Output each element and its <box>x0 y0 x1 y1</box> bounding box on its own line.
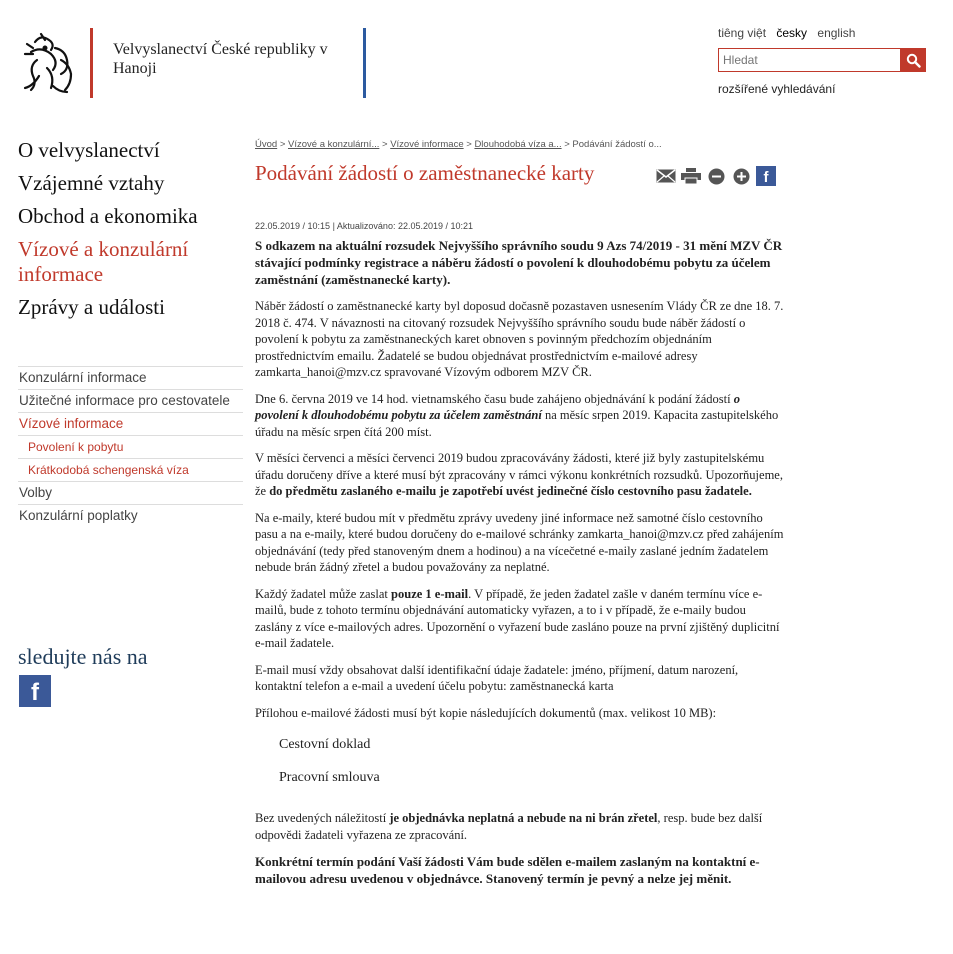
subnav-item-traveller-info[interactable]: Užitečné informace pro cestovatele <box>18 389 243 412</box>
nav-item-news[interactable]: Zprávy a události <box>18 295 165 319</box>
text-larger-icon[interactable] <box>731 166 751 186</box>
article-tools <box>656 166 776 186</box>
nav-item-relations[interactable]: Vzájemné vztahy <box>18 171 165 195</box>
follow-us-label: sledujte nás na <box>18 644 148 669</box>
nav-item-trade[interactable]: Obchod a ekonomika <box>18 204 198 228</box>
article-paragraph: V měsíci červenci a měsíci červenci 2019 budou zpracovávány žádosti, které již byly zastupitelskému úřadu doručeny dříve a které musí být zpracovány v rámci výkonu konkrétních rozsudků. Upozorňujeme, že do předmětu zaslaného e-mailu je zapotřebí uvést jedinečné číslo cestovního pasu žadatele. <box>255 451 783 498</box>
subnav-item-residence-permit[interactable]: Povolení k pobytu <box>18 435 243 458</box>
facebook-share-icon[interactable]: f <box>756 166 776 186</box>
article-body <box>255 237 785 897</box>
site-name[interactable]: Velvyslanectví České republiky v Hanoji <box>113 41 328 77</box>
list-item: Cestovní doklad <box>279 737 371 752</box>
advanced-search-link[interactable]: rozšířené vyhledávání <box>718 82 836 96</box>
nav-item-visa-consular[interactable]: Vízové a konzulární informace <box>18 237 189 286</box>
breadcrumb-current: Podávání žádostí o... <box>572 139 662 150</box>
lang-vietnamese[interactable]: tiêng việt <box>718 26 767 40</box>
breadcrumb: Úvod > Vízové a konzulární... > Vízové informace > Dlouhodobá víza a... > Podávání žádostí o... <box>255 139 662 150</box>
nav-item-embassy[interactable]: O velvyslanectví <box>18 138 160 162</box>
breadcrumb-visa-consular[interactable]: Vízové a konzulární... <box>288 139 380 150</box>
email-icon[interactable] <box>656 166 676 186</box>
article-paragraph: Bez uvedených náležitostí je objednávka neplatná a nebude na ni brán zřetel, resp. bude bez další odpovědi žadateli vyřazena ze zpracování. <box>255 811 763 842</box>
search-icon <box>906 53 921 68</box>
breadcrumb-home[interactable]: Úvod <box>255 139 278 150</box>
language-switcher <box>718 26 862 40</box>
article-paragraph: Na e-maily, které budou mít v předmětu zprávy uvedeny jiné informace než samotné číslo cestovního pasu a na e-maily, které budou doručeny do e-mailové schránky zamkarta_hanoi@mzv.cz před zahájením objednávání (tedy před stanoveným dnem a hodinou) a na vícečetné e-maily zaslané jedním žadatelem nebude brán žádný zřetel a budou považovány za neplatné. <box>255 510 784 574</box>
subnav-item-fees[interactable]: Konzulární poplatky <box>18 504 243 527</box>
article-paragraph: Dne 6. června 2019 ve 14 hod. vietnamského času bude zahájeno objednávání k podání žádostí o povolení k dlouhodobému pobytu za účelem zaměstnání na měsíc srpen 2019. Kapacita zastupitelského úřadu na měsíc srpen čítá 200 míst. <box>255 391 779 439</box>
accent-bar-red <box>90 28 93 98</box>
article-closing: Konkrétní termín podání Vaší žádosti Vám bude sdělen e-mailem zaslaným na kontaktní e-mailovou adresu uvedenou v objednávce. Stanovený termín je pevný a nelze jej měnit. <box>255 854 760 886</box>
subnav-item-schengen-visa[interactable]: Krátkodobá schengenská víza <box>18 458 243 481</box>
list-item: Pracovní smlouva <box>279 769 380 785</box>
page-title: Podávání žádostí o zaměstnanecké karty <box>255 161 595 185</box>
search-input[interactable] <box>718 48 901 72</box>
publish-date: 22.05.2019 / 10:15 | Aktualizováno: 22.05.2019 / 10:21 <box>255 221 474 231</box>
coat-of-arms-logo[interactable] <box>17 30 79 98</box>
subnav-item-consular-info[interactable]: Konzulární informace <box>18 366 243 389</box>
article-paragraph: Každý žadatel může zaslat pouze 1 e-mail. V případě, že jeden žadatel zašle v daném termínu více e-mailů, bude z tohoto termínu objednávání automaticky vyřazen, a to i v případě, že e-maily budou zaslány z více e-mailových adres. Upozornění o vyřazení bude zasláno pouze na první zjištěný duplicitní e-mail žadatele. <box>255 586 780 650</box>
facebook-icon[interactable]: f <box>19 675 51 707</box>
breadcrumb-visa-info[interactable]: Vízové informace <box>390 139 464 150</box>
accent-bar-blue <box>363 28 366 98</box>
print-icon[interactable] <box>681 166 701 186</box>
sub-nav <box>18 366 243 527</box>
lang-czech[interactable]: česky <box>776 26 808 40</box>
main-nav <box>18 138 238 328</box>
article-paragraph: Přílohou e-mailové žádosti musí být kopie následujících dokumentů (max. velikost 10 MB): <box>255 705 717 720</box>
text-smaller-icon[interactable] <box>706 166 726 186</box>
lang-english[interactable]: english <box>817 26 856 40</box>
article-lead: S odkazem na aktuální rozsudek Nejvyššího správního soudu 9 Azs 74/2019 - 31 mění MZV ČR stávající podmínky registrace a náběru žádostí o povolení k dlouhodobému pobytu za účelem zaměstnání (zaměstnanecké karty). <box>255 238 783 287</box>
breadcrumb-long-term-visa[interactable]: Dlouhodobá víza a... <box>474 139 562 150</box>
article-paragraph: Náběr žádostí o zaměstnanecké karty byl doposud dočasně pozastaven usnesením Vlády ČR ze dne 18. 7. 2018 č. 474. V návaznosti na citovaný rozsudek Nejvyššího správního soudu bude náběr žádostí o povolení k pobytu za zaměstnaneckých karet obnoven s povinným předchozím objednáním prostřednictvím emailu. Žadatelé se budou objednávat prostřednictvím e-mailové adresy zamkarta_hanoi@mzv.cz spravované Vízovým odborem MZV ČR. <box>255 299 784 379</box>
subnav-item-elections[interactable]: Volby <box>18 481 243 504</box>
search-button[interactable] <box>901 48 926 72</box>
article-paragraph: E-mail musí vždy obsahovat další identifikační údaje žadatele: jméno, příjmení, datum narození, kontaktní telefon a e-mail a uvedení účelu pobytu: zaměstnanecká karta <box>255 662 739 693</box>
subnav-item-visa-info[interactable]: Vízové informace <box>18 412 243 435</box>
